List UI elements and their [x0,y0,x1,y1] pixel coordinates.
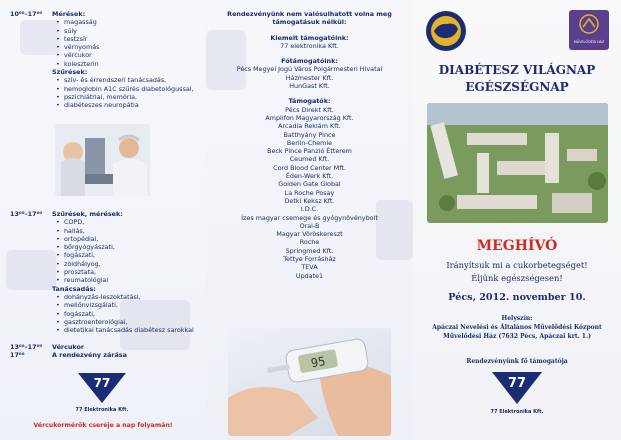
sponsor-name: Detki Keksz Kft. [284,196,335,205]
campus-aerial-photo [427,103,608,223]
counselling-heading: Tanácsadás: [52,284,96,293]
list-item: • dietetikai tanácsadás diabétesz sarokkal [60,326,202,334]
svg-text:77: 77 [507,376,527,391]
sponsor-name: Ízes magyar csemege és gyógynövénybolt [241,213,378,222]
list-item: • zöldhályog, [60,260,202,268]
sponsor-name: Magyar Vöröskereszt [276,230,343,239]
supporters-heading: Támogatók: [288,97,331,106]
sponsor-name: Tettye Forrásház [283,255,336,264]
list-item: • szív- és érrendszeri tanácsadás, [60,76,202,84]
list-item: • reumatológiai [60,276,202,284]
screenings-measurements-heading: Szűrések, mérések: [52,210,123,218]
sponsors-intro: Rendezvényünk nem valósulhatott volna meg támogatásuk nélkül: [227,10,392,27]
meter-exchange-note: Vércukormérők cseréje a nap folyamán! [33,422,173,429]
list-item: • dohányzás-leszoktatási, [60,293,202,301]
event-date: Pécs, 2012. november 10. [448,292,586,303]
sponsor-name: Pécs Megyei Jogú Város Polgármesteri Hivatal [236,65,383,74]
key-sponsors-heading: Fótámogatóink: [281,57,338,66]
glucose-meter-photo [228,328,391,436]
venue-line2: Művelődési Ház (7632 Pécs, Apáczai krt. 1.) [443,333,591,340]
schedule-item-3: Vércukor [52,343,85,351]
event-title-line1: DIABÉTESZ VILÁGNAP [438,63,596,77]
main-sponsor-heading: Rendezvényünk fő támogatója [466,358,568,365]
slogan-line1: Irányítsuk mi a cukorbetegséget! [446,260,588,270]
list-item: • fogászati, [60,310,202,318]
schedule-time-2: 13⁰⁰–17⁰⁰ [10,210,43,218]
venue-heading: Helyszín: [501,315,533,322]
svg-text:77: 77 [93,376,111,390]
list-item: • hemoglobin A1C szűrés diabetológussal, [60,85,202,93]
sponsor-name: Amplifon Magyarország Kft. [265,113,354,122]
invitation-heading: MEGHÍVÓ [476,238,558,254]
sponsor-name: Update1 [295,271,324,280]
sponsor-name: 77 elektronika Kft. [280,41,339,50]
sponsor-name: Berlin-Chemie [286,138,333,147]
schedule-time-1: 10⁰⁰–17⁰⁰ [10,10,43,18]
sponsor-name: Springmed Kft. [285,246,334,255]
measurements-heading: Mérések: [52,10,86,18]
sponsor-name: Cord Blood Center Mft. [273,163,346,172]
main-sponsors-heading: Kiemelt támogatóink: [270,33,349,42]
list-item: • COPD, [60,218,202,226]
list-item: • magasság [60,18,202,26]
eye-exam-photo [55,124,150,196]
sponsor-name: I.D.C. [300,205,319,214]
schedule-block-1 [52,10,202,110]
meter-reading: 95 [309,354,327,371]
list-item: • diabéteszes neuropátia [60,101,202,109]
schedule-time-4: 17⁰⁰ [10,351,25,359]
sponsor-name: HunGast Kft. [289,82,330,91]
left-panel [0,0,206,440]
list-item: • ortopédiai, [60,235,202,243]
logo-caption: 77 Elektronika Kft. [75,407,129,413]
sponsors-block [224,10,395,280]
event-title-line2: EGÉSZSÉGNAP [465,80,569,94]
list-item: • testzsír [60,35,202,43]
sponsor-name: Házmester Kft. [285,73,334,82]
list-item: • prosztata, [60,268,202,276]
measurements-list [52,18,202,68]
key-sponsors-list [224,65,395,90]
list-item: • koleszterin [60,60,202,68]
culture-house-caption: MŰVELŐDÉSI HÁZ [573,40,605,44]
list-item: • hallás, [60,227,202,235]
sponsor-name: Golden Gate Global [278,180,341,189]
list-item: • mellőnvizsgálati, [60,301,202,309]
sponsor-name: Pécs Direkt Kft. [285,105,334,114]
sponsor-name: Roche [299,238,320,247]
culture-house-badge [569,10,609,50]
sponsor-name: TEVA [301,263,318,272]
schedule-item-4: A rendezvény zárása [52,351,127,359]
list-item: • fogászati, [60,251,202,259]
schedule-time-3: 13⁰⁰–17⁰⁰ [10,343,43,351]
counselling-list [52,293,202,334]
supporters-list [224,106,395,280]
list-item: • pszichiátriai, memória, [60,93,202,101]
sponsor-name: Ceumed Kft. [289,155,330,164]
list-item: • súly [60,27,202,35]
77-elektronika-logo-right [492,372,542,412]
sponsor-name: Arcadia Reklám Kft. [278,122,341,131]
list-item: • gasztroenterológiai, [60,318,202,326]
middle-panel [206,0,413,440]
sponsor-name: Batthyány Pince [283,130,336,139]
list-item: • bőrgyógyászati, [60,243,202,251]
sponsor-name: La Roche Posay [284,188,335,197]
logo-caption-right: 77 Elektronika Kft. [490,409,544,415]
screenings-list [52,76,202,109]
sponsor-name: Beck Pince Panzió Étterem [267,147,352,156]
venue-line1: Apáczai Nevelési és Általános Művelődési Központ [432,324,602,331]
main-sponsors-list [224,42,395,50]
list-item: • vérnyomás [60,43,202,51]
sponsor-name: Éden-Werk Kft. [285,172,334,181]
list-item: • vércukor [60,51,202,59]
slogan-line2: Éljünk egészségesen! [471,273,563,283]
screenings-measurements-list [52,218,202,284]
schedule-block-2 [52,210,202,334]
right-panel [413,0,621,440]
screenings-heading: Szűrések: [52,68,88,77]
hungary-badge [425,10,467,56]
sponsor-name: Oral-B [299,221,320,230]
